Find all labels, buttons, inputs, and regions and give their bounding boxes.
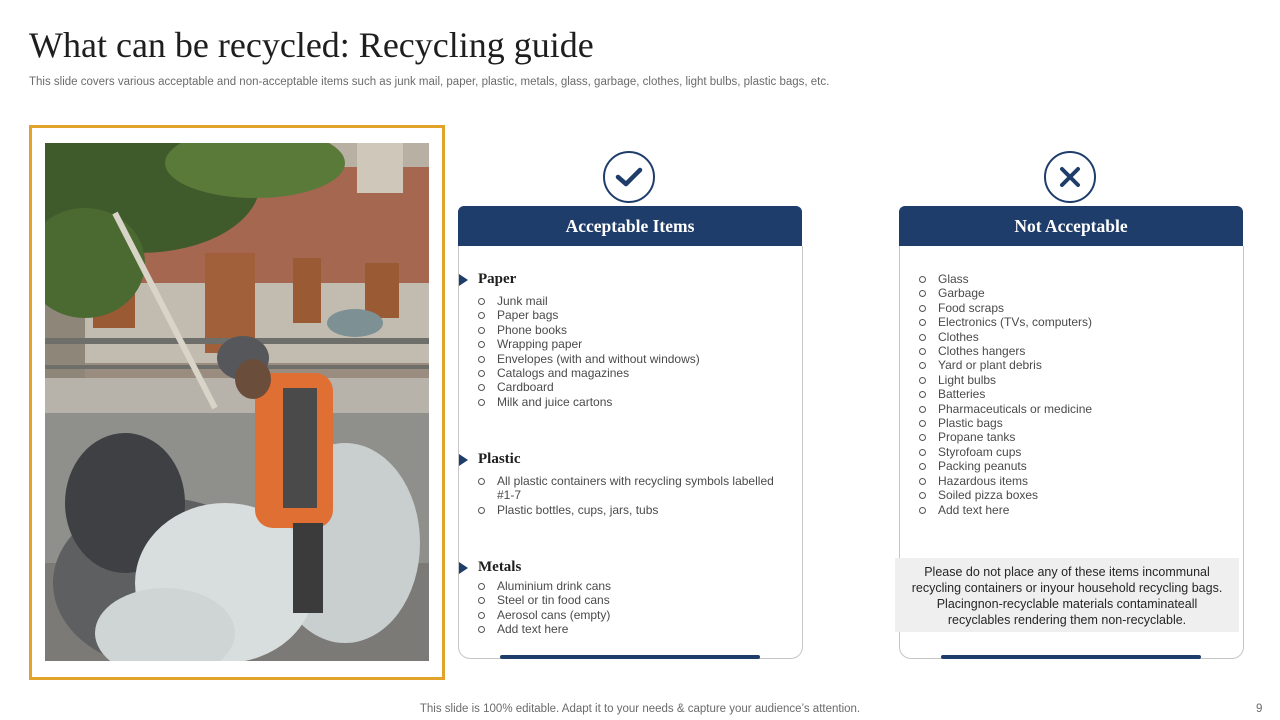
- list-item: Garbage: [919, 286, 1229, 300]
- arrow-right-icon: [459, 562, 468, 574]
- slide-footer: This slide is 100% editable. Adapt it to your needs & capture your audience’s attention.: [419, 703, 861, 715]
- list-item: Clothes: [919, 330, 1229, 344]
- list-item: Add text here: [478, 622, 788, 636]
- not-acceptable-header: Not Acceptable: [899, 206, 1243, 246]
- list-item: Plastic bags: [919, 416, 1229, 430]
- page-number: 9: [1256, 703, 1263, 715]
- list-item: Milk and juice cartons: [478, 395, 788, 409]
- not-acceptable-items-list: [919, 272, 1229, 517]
- list-item: Glass: [919, 272, 1229, 286]
- plastic-items-list: [478, 474, 788, 517]
- list-item: Electronics (TVs, computers): [919, 315, 1229, 329]
- list-item: Pharmaceuticals or medicine: [919, 402, 1229, 416]
- panel-bottom-bar: [941, 655, 1201, 659]
- list-item: Junk mail: [478, 294, 788, 308]
- arrow-right-icon: [459, 454, 468, 466]
- list-item: Envelopes (with and without windows): [478, 352, 788, 366]
- list-item: Soiled pizza boxes: [919, 488, 1229, 502]
- list-item: Styrofoam cups: [919, 445, 1229, 459]
- not-acceptable-note: Please do not place any of these items incommunal recycling containers or inyour household recycling bags. Placingnon-recyclable materials contaminateall recyclables rendering them non-recyclable.: [895, 558, 1239, 632]
- list-item: Aerosol cans (empty): [478, 608, 788, 622]
- list-item: All plastic containers with recycling symbols labelled #1-7: [478, 474, 788, 503]
- list-item: Phone books: [478, 323, 788, 337]
- panel-bottom-bar: [500, 655, 760, 659]
- section-paper-title: Paper: [478, 271, 517, 287]
- list-item: Wrapping paper: [478, 337, 788, 351]
- checkmark-icon: [603, 151, 655, 203]
- x-mark-icon: [1044, 151, 1096, 203]
- list-item: Packing peanuts: [919, 459, 1229, 473]
- list-item: Propane tanks: [919, 430, 1229, 444]
- metals-items-list: [478, 579, 788, 637]
- slide-title: What can be recycled: Recycling guide: [29, 25, 594, 65]
- paper-items-list: [478, 294, 788, 409]
- section-plastic-heading: [478, 451, 521, 468]
- list-item: Cardboard: [478, 380, 788, 394]
- arrow-right-icon: [459, 274, 468, 286]
- section-metals-title: Metals: [478, 559, 522, 575]
- list-item: Plastic bottles, cups, jars, tubs: [478, 503, 788, 517]
- acceptable-items-header: Acceptable Items: [458, 206, 802, 246]
- section-paper-heading: [478, 271, 516, 288]
- list-item: Hazardous items: [919, 474, 1229, 488]
- slide-subtitle: This slide covers various acceptable and non-acceptable items such as junk mail, paper, plastic, metals, glass, garbage, clothes, light bulbs, plastic bags, etc.: [29, 76, 830, 88]
- list-item: Aluminium drink cans: [478, 579, 788, 593]
- list-item: Add text here: [919, 503, 1229, 517]
- list-item: Steel or tin food cans: [478, 593, 788, 607]
- section-plastic-title: Plastic: [478, 451, 521, 467]
- list-item: Clothes hangers: [919, 344, 1229, 358]
- photo-frame: [29, 125, 445, 680]
- list-item: Catalogs and magazines: [478, 366, 788, 380]
- recycling-worker-photo: [45, 143, 429, 661]
- list-item: Light bulbs: [919, 373, 1229, 387]
- list-item: Paper bags: [478, 308, 788, 322]
- list-item: Food scraps: [919, 301, 1229, 315]
- list-item: Batteries: [919, 387, 1229, 401]
- list-item: Yard or plant debris: [919, 358, 1229, 372]
- section-metals-heading: [478, 559, 521, 576]
